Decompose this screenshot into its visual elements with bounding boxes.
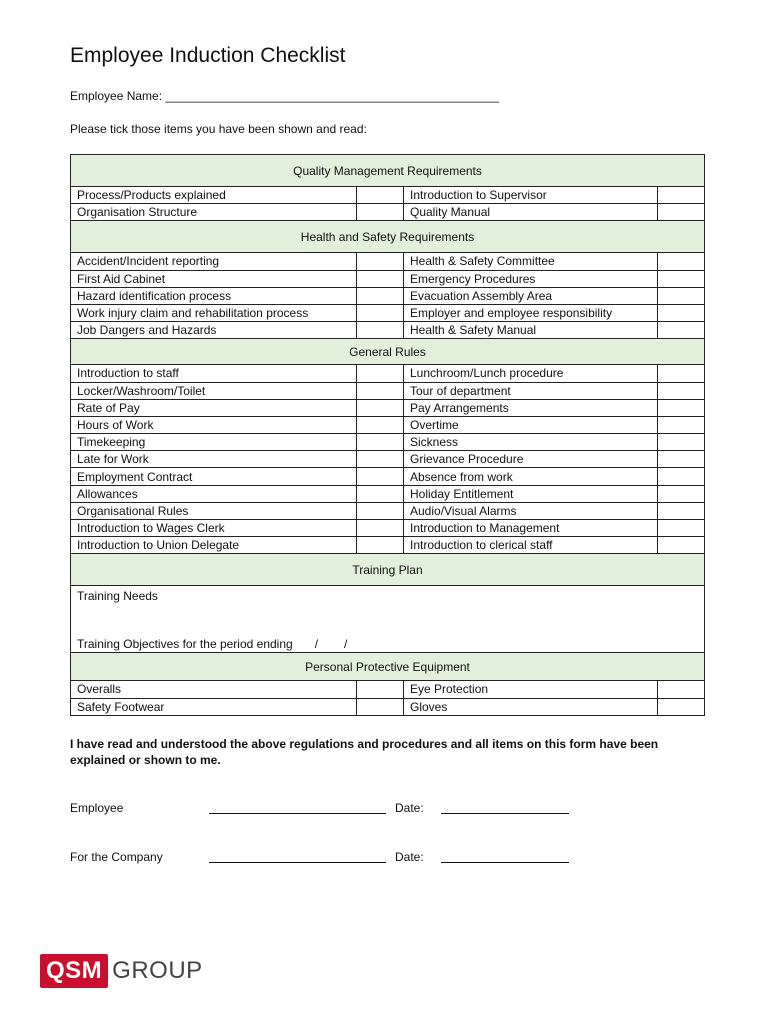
tick-box[interactable] xyxy=(658,322,705,339)
tick-box[interactable] xyxy=(658,485,705,502)
checklist-item-label: Introduction to clerical staff xyxy=(404,537,658,554)
table-row xyxy=(71,365,705,382)
tick-box[interactable] xyxy=(357,304,404,321)
employee-signature-row xyxy=(70,801,590,817)
checklist-item-label: Overtime xyxy=(404,416,658,433)
date-separator: / xyxy=(344,637,348,652)
tick-box[interactable] xyxy=(357,416,404,433)
tick-box[interactable] xyxy=(357,365,404,382)
table-row xyxy=(71,681,705,698)
table-row xyxy=(71,468,705,485)
tick-box[interactable] xyxy=(357,187,404,204)
checklist-item-label: Hours of Work xyxy=(71,416,357,433)
table-row xyxy=(71,451,705,468)
checklist-item-label: First Aid Cabinet xyxy=(71,270,357,287)
employee-date-line[interactable] xyxy=(441,813,569,814)
tick-box[interactable] xyxy=(357,399,404,416)
training-needs-label: Training Needs xyxy=(77,589,158,604)
checklist-item-label: Locker/Washroom/Toilet xyxy=(71,382,357,399)
checklist-item-label: Organisation Structure xyxy=(71,204,357,221)
tick-box[interactable] xyxy=(357,468,404,485)
company-date-line[interactable] xyxy=(441,862,569,863)
tick-box[interactable] xyxy=(658,270,705,287)
tick-box[interactable] xyxy=(658,304,705,321)
employee-date-label: Date: xyxy=(395,801,424,815)
checklist-item-label: Employer and employee responsibility xyxy=(404,304,658,321)
tick-box[interactable] xyxy=(658,502,705,519)
checklist-item-label: Lunchroom/Lunch procedure xyxy=(404,365,658,382)
section-heading: General Rules xyxy=(71,339,705,365)
tick-box[interactable] xyxy=(357,698,404,715)
instruction-text: Please tick those items you have been shown and read: xyxy=(70,122,367,136)
checklist-item-label: Emergency Procedures xyxy=(404,270,658,287)
checklist-item-label: Gloves xyxy=(404,698,658,715)
checklist-item-label: Pay Arrangements xyxy=(404,399,658,416)
tick-box[interactable] xyxy=(658,468,705,485)
table-row xyxy=(71,287,705,304)
employee-name-label: Employee Name: xyxy=(70,89,166,103)
checklist-item-label: Grievance Procedure xyxy=(404,451,658,468)
tick-box[interactable] xyxy=(357,382,404,399)
checklist-item-label: Process/Products explained xyxy=(71,187,357,204)
company-signature-row xyxy=(70,850,590,866)
training-plan-field[interactable] xyxy=(71,586,705,653)
table-row xyxy=(71,502,705,519)
table-row xyxy=(71,187,705,204)
table-row xyxy=(71,399,705,416)
tick-box[interactable] xyxy=(357,253,404,270)
checklist-item-label: Organisational Rules xyxy=(71,502,357,519)
logo-text: GROUP xyxy=(112,957,203,984)
tick-box[interactable] xyxy=(658,365,705,382)
table-row xyxy=(71,204,705,221)
tick-box[interactable] xyxy=(658,698,705,715)
checklist-item-label: Employment Contract xyxy=(71,468,357,485)
employee-signature-line[interactable] xyxy=(209,813,386,814)
checklist-item-label: Introduction to Wages Clerk xyxy=(71,520,357,537)
checklist-item-label: Introduction to staff xyxy=(71,365,357,382)
tick-box[interactable] xyxy=(658,434,705,451)
checklist-item-label: Overalls xyxy=(71,681,357,698)
section-header-training xyxy=(71,554,705,586)
table-row xyxy=(71,485,705,502)
tick-box[interactable] xyxy=(658,399,705,416)
company-signature-label: For the Company xyxy=(70,850,163,864)
logo-box: QSM xyxy=(40,954,108,988)
qsm-group-logo xyxy=(40,954,203,988)
checklist-item-label: Health & Safety Committee xyxy=(404,253,658,270)
section-header-ppe xyxy=(71,653,705,681)
table-row xyxy=(71,270,705,287)
employee-signature-label: Employee xyxy=(70,801,124,815)
tick-box[interactable] xyxy=(658,537,705,554)
company-signature-line[interactable] xyxy=(209,862,386,863)
checklist-item-label: Audio/Visual Alarms xyxy=(404,502,658,519)
checklist-item-label: Sickness xyxy=(404,434,658,451)
training-plan-row xyxy=(71,586,705,653)
table-row xyxy=(71,520,705,537)
checklist-item-label: Late for Work xyxy=(71,451,357,468)
tick-box[interactable] xyxy=(357,681,404,698)
table-row xyxy=(71,322,705,339)
table-row xyxy=(71,537,705,554)
table-row xyxy=(71,698,705,715)
checklist-item-label: Allowances xyxy=(71,485,357,502)
checklist-item-label: Absence from work xyxy=(404,468,658,485)
tick-box[interactable] xyxy=(357,204,404,221)
company-date-label: Date: xyxy=(395,850,424,864)
table-row xyxy=(71,434,705,451)
section-heading: Personal Protective Equipment xyxy=(71,653,705,681)
section-header-health xyxy=(71,221,705,253)
tick-box[interactable] xyxy=(658,520,705,537)
checklist-item-label: Timekeeping xyxy=(71,434,357,451)
checklist-item-label: Introduction to Union Delegate xyxy=(71,537,357,554)
checklist-item-label: Quality Manual xyxy=(404,204,658,221)
tick-box[interactable] xyxy=(658,451,705,468)
table-row xyxy=(71,253,705,270)
section-heading: Training Plan xyxy=(71,554,705,586)
tick-box[interactable] xyxy=(658,287,705,304)
tick-box[interactable] xyxy=(658,204,705,221)
checklist-item-label: Job Dangers and Hazards xyxy=(71,322,357,339)
induction-checklist-table xyxy=(70,154,705,716)
section-heading: Health and Safety Requirements xyxy=(71,221,705,253)
table-row xyxy=(71,416,705,433)
tick-box[interactable] xyxy=(658,681,705,698)
section-header-general xyxy=(71,339,705,365)
tick-box[interactable] xyxy=(357,270,404,287)
checklist-item-label: Holiday Entitlement xyxy=(404,485,658,502)
declaration-text: I have read and understood the above regulations and procedures and all items on this form have been explained or shown to me. xyxy=(70,737,659,767)
checklist-item-label: Health & Safety Manual xyxy=(404,322,658,339)
tick-box[interactable] xyxy=(357,485,404,502)
tick-box[interactable] xyxy=(658,416,705,433)
tick-box[interactable] xyxy=(357,502,404,519)
training-objectives-line xyxy=(77,636,698,652)
tick-box[interactable] xyxy=(357,451,404,468)
checklist-item-label: Hazard identification process xyxy=(71,287,357,304)
date-separator: / xyxy=(314,637,319,652)
tick-box[interactable] xyxy=(357,287,404,304)
tick-box[interactable] xyxy=(658,187,705,204)
table-row xyxy=(71,304,705,321)
table-row xyxy=(71,382,705,399)
checklist-item-label: Tour of department xyxy=(404,382,658,399)
page-title: Employee Induction Checklist xyxy=(70,44,346,67)
checklist-item-label: Introduction to Supervisor xyxy=(404,187,658,204)
section-heading: Quality Management Requirements xyxy=(71,155,705,187)
tick-box[interactable] xyxy=(658,253,705,270)
checklist-item-label: Work injury claim and rehabilitation process xyxy=(71,304,357,321)
tick-box[interactable] xyxy=(658,382,705,399)
employee-name-blank[interactable]: __________________________________________________ xyxy=(165,89,500,103)
tick-box[interactable] xyxy=(357,434,404,451)
tick-box[interactable] xyxy=(357,537,404,554)
employee-name-field[interactable] xyxy=(70,89,499,103)
tick-box[interactable] xyxy=(357,520,404,537)
section-header-quality xyxy=(71,155,705,187)
training-objectives-label: Training Objectives for the period ending xyxy=(77,637,293,652)
tick-box[interactable] xyxy=(357,322,404,339)
checklist-item-label: Introduction to Management xyxy=(404,520,658,537)
checklist-item-label: Eye Protection xyxy=(404,681,658,698)
checklist-item-label: Rate of Pay xyxy=(71,399,357,416)
checklist-item-label: Evacuation Assembly Area xyxy=(404,287,658,304)
checklist-item-label: Accident/Incident reporting xyxy=(71,253,357,270)
checklist-item-label: Safety Footwear xyxy=(71,698,357,715)
